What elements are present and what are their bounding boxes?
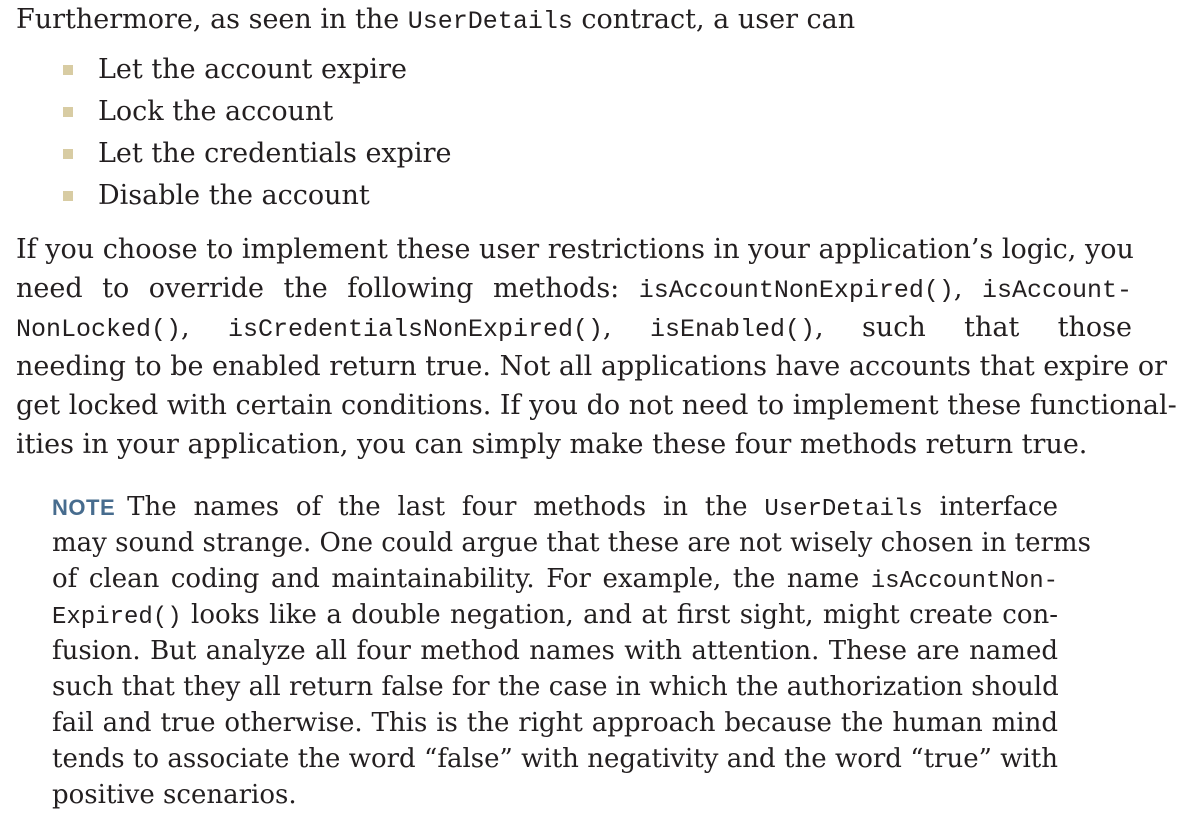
paragraph-line: needing to be enabled return true. Not all applications have accounts that expire or <box>16 351 1168 382</box>
note-line: may sound strange. One could argue that these are not wisely chosen in terms <box>52 528 1091 558</box>
note-line <box>52 489 1058 528</box>
paragraph-line: get locked with certain conditions. If you do not need to implement these functional- <box>16 390 1177 421</box>
code-method: Expired() <box>52 604 182 631</box>
note-text: of clean coding and maintainability. For example, the name <box>52 564 871 594</box>
paragraph-text: , <box>181 312 228 343</box>
code-method: NonLocked() <box>16 315 182 344</box>
bullet-item: Lock the account <box>98 96 334 127</box>
note-line <box>52 597 1058 636</box>
code-method: isAccountNonExpired() <box>638 276 954 305</box>
bullet-marker <box>63 65 73 75</box>
bullet-marker <box>63 107 73 117</box>
bullet-item: Let the account expire <box>98 54 407 85</box>
code-method: isEnabled() <box>650 315 816 344</box>
bullet-item: Disable the account <box>98 180 370 211</box>
note-line: such that they all return false for the case in which the authorization should <box>52 672 1059 702</box>
bullet-marker <box>63 149 73 159</box>
bullet-item: Let the credentials expire <box>98 138 452 169</box>
note-line: fusion. But analyze all four method names with attention. These are named <box>52 636 1058 666</box>
code-method: isAccountNon- <box>870 568 1058 595</box>
code-method: isCredentialsNonExpired() <box>227 315 604 344</box>
paragraph-line <box>16 308 1132 349</box>
intro-line <box>16 0 855 41</box>
bullet-marker <box>63 191 73 201</box>
intro-text: Furthermore, as seen in the <box>16 4 408 35</box>
note-line <box>52 561 1058 600</box>
paragraph-text: , <box>953 273 982 304</box>
note-line: fail and true otherwise. This is the right approach because the human mind <box>52 708 1058 738</box>
code-interface: UserDetails <box>764 496 923 523</box>
code-method: isAccount- <box>981 276 1132 305</box>
paragraph-line: If you choose to implement these user restrictions in your application’s logic, you <box>16 234 1134 265</box>
intro-text-after: contract, a user can <box>572 4 856 35</box>
intro-code: UserDetails <box>407 7 573 36</box>
note-line: tends to associate the word “false” with negativity and the word “true” with <box>52 744 1058 774</box>
paragraph-text: , such that those <box>815 312 1132 343</box>
note-text: The names of the last four methods in the <box>127 492 765 522</box>
note-label: NOTE <box>52 495 116 520</box>
paragraph-line: ities in your application, you can simply make these four methods return true. <box>16 429 1088 460</box>
paragraph-text: , <box>603 312 650 343</box>
note-text: interface <box>922 492 1058 522</box>
paragraph-text: need to override the following methods: <box>16 273 639 304</box>
paragraph-line <box>16 269 1132 310</box>
note-text: looks like a double negation, and at first sight, might create con- <box>181 600 1058 630</box>
note-line: positive scenarios. <box>52 780 297 810</box>
